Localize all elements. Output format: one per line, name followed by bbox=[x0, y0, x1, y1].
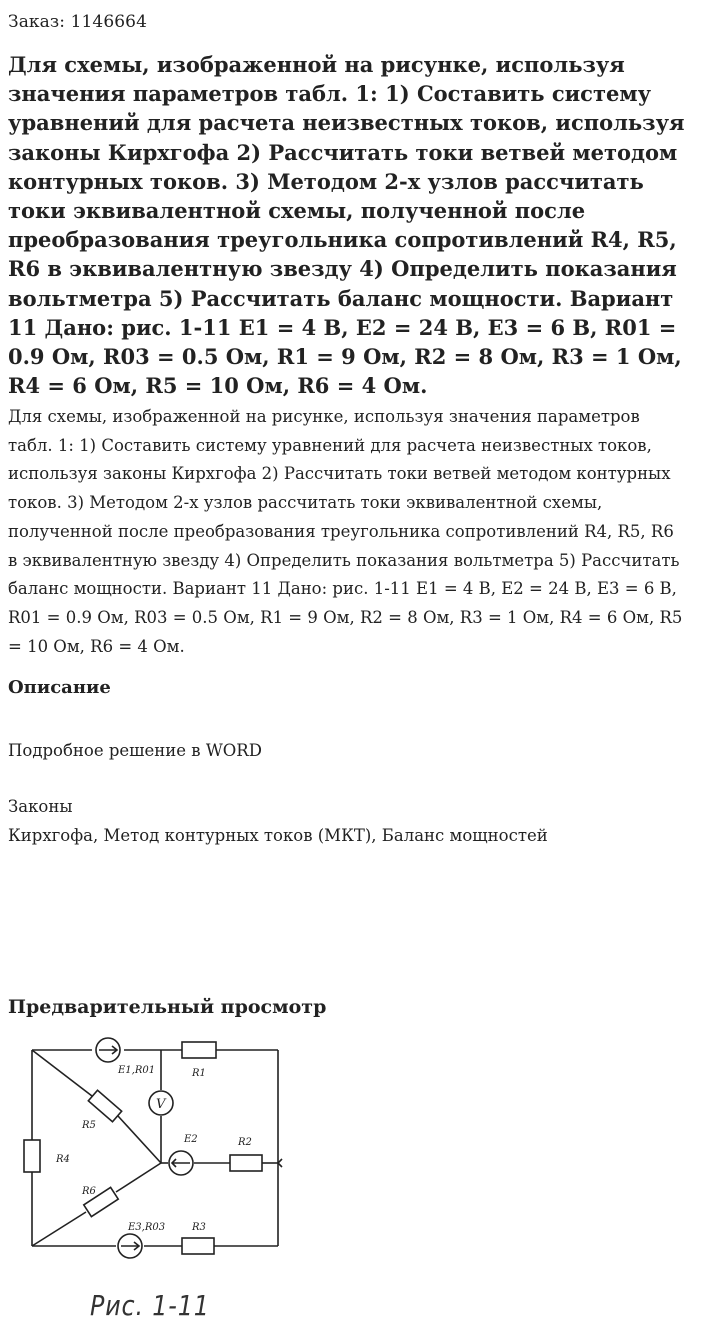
label-e2: E2 bbox=[184, 1134, 198, 1145]
figure-caption: Рис. 1-11 bbox=[90, 1289, 210, 1322]
wire-diag-upper-2 bbox=[118, 1116, 161, 1163]
voltmeter-label: V bbox=[156, 1097, 166, 1112]
label-e1-r01: E1,R01 bbox=[118, 1065, 156, 1076]
resistor-r3 bbox=[182, 1238, 214, 1254]
description-heading: Описание bbox=[8, 677, 111, 698]
label-r3: R3 bbox=[192, 1222, 206, 1233]
label-r6: R6 bbox=[82, 1186, 96, 1197]
label-e3-r03: E3,R03 bbox=[128, 1222, 166, 1233]
label-r1: R1 bbox=[192, 1068, 206, 1079]
laws-value: Кирхгофа, Метод контурных токов (МКТ), Баланс мощностей bbox=[8, 826, 548, 845]
label-r5: R5 bbox=[82, 1120, 96, 1131]
task-title: Для схемы, изображенной на рисунке, используя значения параметров табл. 1: 1) Составить систему уравнений для расчета неизвестных токов, используя законы Кирхгофа 2) Рассчитать токи ветвей методом контурных токов. 3) Методом 2-х узлов рассчитать токи эквивалентной схемы, полученной после преобразования треугольника сопротивлений R4, R5, R6 в эквивалентную звезду 4) Определить показания вольтметра 5) Рассчитать баланс мощности. Вариант 11 Дано: рис. 1-11 E1 = 4 В, E2 = 24 В, E3 = 6 В, R01 = 0.9 Ом, R03 = 0.5 Ом, R1 = 9 Ом, R2 = 8 Ом, R3 = 1 Ом, R4 = 6 Ом, R5 = 10 Ом, R6 = 4 Ом. bbox=[8, 52, 685, 399]
resistor-r4 bbox=[24, 1140, 40, 1172]
laws-label: Законы bbox=[8, 797, 73, 816]
resistor-r5 bbox=[88, 1090, 121, 1122]
label-r2: R2 bbox=[238, 1137, 252, 1148]
wire-diag-lower-2 bbox=[116, 1163, 161, 1192]
task-text: Для схемы, изображенной на рисунке, используя значения параметров табл. 1: 1) Составить систему уравнений для расчета неизвестных токов, используя законы Кирхгофа 2) Рассчитать токи ветвей методом контурных токов. 3) Методом 2-х узлов рассчитать токи эквивалентной схемы, полученной после преобразования треугольника сопротивлений R4, R5, R6 в эквивалентную звезду 4) Определить показания вольтметра 5) Рассчитать баланс мощности. Вариант 11 Дано: рис. 1-11 E1 = 4 В, E2 = 24 В, E3 = 6 В, R01 = 0.9 Ом, R03 = 0.5 Ом, R1 = 9 Ом, R2 = 8 Ом, R3 = 1 Ом, R4 = 6 Ом, R5 = 10 Ом, R6 = 4 Ом. bbox=[8, 407, 683, 656]
circuit-svg bbox=[20, 1030, 320, 1280]
description-text: Подробное решение в WORD bbox=[8, 741, 262, 760]
order-number: Заказ: 1146664 bbox=[8, 12, 148, 32]
wire-diag-lower-1 bbox=[32, 1212, 86, 1246]
label-r4: R4 bbox=[56, 1154, 70, 1165]
resistor-r2 bbox=[230, 1155, 262, 1171]
resistor-r1 bbox=[182, 1042, 216, 1058]
wire-diag-upper-1 bbox=[32, 1050, 92, 1096]
preview-heading: Предварительный просмотр bbox=[8, 996, 327, 1018]
